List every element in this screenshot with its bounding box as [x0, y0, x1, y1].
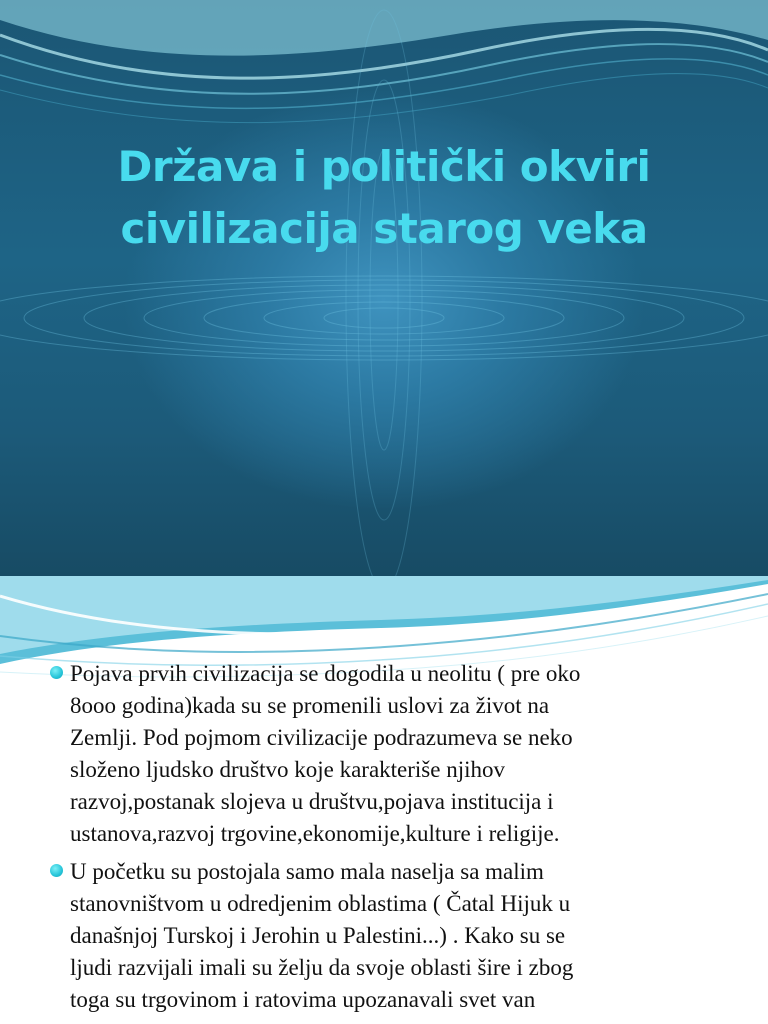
text-line: stanovništvom u odredjenim oblastima ( Čatal Hijuk u — [70, 891, 571, 916]
list-item — [50, 658, 750, 850]
text-line: 8ooo godina)kada su se promenili uslovi za život na — [70, 693, 550, 718]
content-slide — [0, 576, 768, 1024]
text-line: toga su trgovinom i ratovima upozanavali svet van — [70, 987, 536, 1012]
text-line: U početku su postojala samo mala naselja sa malim — [70, 859, 544, 884]
text-line: ljudi razvijali imali su želju da svoje oblasti šire i zbog — [70, 955, 574, 980]
text-line: razvoj,postanak slojeva u društvu,pojava institucija i — [70, 789, 554, 814]
text-line: Zemlji. Pod pojmom civilizacije podrazumeva se neko — [70, 725, 573, 750]
text-line: Pojava prvih civilizacija se dogodila u neolitu ( pre oko — [70, 661, 581, 686]
slide-title — [40, 136, 728, 260]
bullet-icon — [50, 864, 63, 877]
title-line-1: Država i politički okviri — [117, 142, 651, 191]
title-line-2: civilizacija starog veka — [120, 204, 648, 253]
bullet-list — [50, 658, 750, 1022]
bullet-icon — [50, 666, 63, 679]
text-line: današnjoj Turskoj i Jerohin u Palestini...) . Kako su se — [70, 923, 566, 948]
text-line: ustanova,razvoj trgovine,ekonomije,kulture i religije. — [70, 821, 560, 846]
list-item — [50, 856, 750, 1016]
text-line: složeno ljudsko društvo koje karakteriše njihov — [70, 757, 506, 782]
